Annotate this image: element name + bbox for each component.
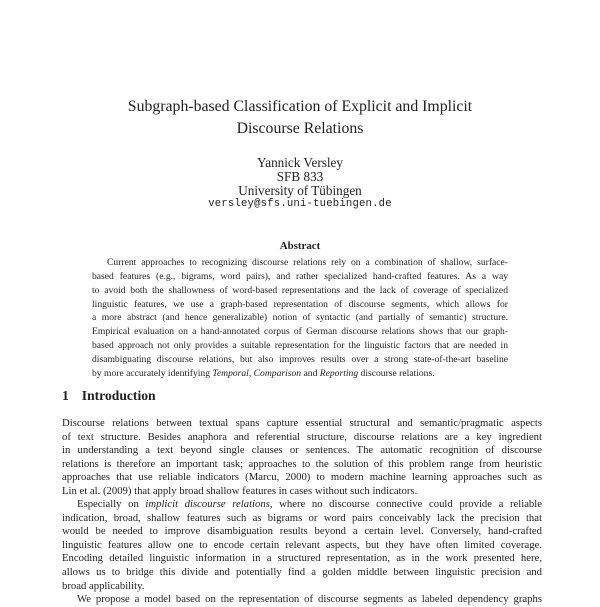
text-line <box>92 311 508 325</box>
text-run: Empirical evaluation on a hand-annotated corpus of German discourse relations shows that our graph- <box>92 326 508 338</box>
text-run: linguistic features allow one to encode certain relevant aspects, but they have often limited coverage. <box>62 538 542 551</box>
abstract-heading: Abstract <box>279 240 321 252</box>
text-run: based approach not only provides a suitable representation for the linguistic factors that are needed in <box>92 340 508 352</box>
italic-text-run: Comparison <box>253 367 302 379</box>
text-run: Current approaches to recognizing discourse relations rely on a combination of shallow, surface- <box>107 257 508 268</box>
text-line <box>92 367 508 381</box>
text-line <box>92 284 508 298</box>
text-line <box>62 566 542 580</box>
paper-title <box>0 96 600 140</box>
text-line <box>62 498 542 512</box>
title-line-2: Discourse Relations <box>236 119 364 137</box>
author-affiliation: University of Tübingen <box>238 182 362 198</box>
text-line <box>62 512 542 526</box>
italic-text-run: Reporting <box>319 367 359 379</box>
text-run: relations is therefore an important task; approaches to the solution of this problem range from heuristic <box>62 457 542 470</box>
text-line <box>92 325 508 339</box>
text-line <box>62 552 542 566</box>
text-run: based features (e.g., bigrams, word pairs), and rather specialized hand-crafted features. As a way <box>92 270 508 282</box>
italic-text-run: Temporal <box>212 367 249 379</box>
author-name: Yannick Versley <box>257 155 343 170</box>
section-number: 1 <box>62 388 69 403</box>
text-run: indication, broad, shallow features such as bigrams or word pairs conceivably lack the precision that <box>62 511 542 524</box>
text-run: by more accurately identifying <box>92 367 213 379</box>
text-run: Encoding detailed linguistic information in a structured representation, as in the work presented here, <box>62 552 542 565</box>
text-run: Discourse relations between textual spans capture essential structural and semantic/pragmatic aspects <box>62 417 542 429</box>
text-run: and <box>301 367 320 379</box>
italic-text-run: implicit discourse relations <box>145 498 270 511</box>
text-line <box>62 580 542 594</box>
text-line <box>92 353 508 367</box>
text-line <box>62 417 542 431</box>
section-title: Introduction <box>81 388 156 403</box>
text-run: Especially on <box>77 498 146 511</box>
text-line <box>62 539 542 553</box>
text-line <box>92 339 508 353</box>
abstract-text <box>92 256 508 381</box>
text-run: a more abstract (and hence generalizable) notion of syntactic (and partially of semantic) structure. <box>92 312 508 324</box>
section-heading <box>62 388 156 404</box>
text-run: Lin et al. (2009) that apply broad shallow features in cases without such indicators. <box>62 484 418 497</box>
introduction-text <box>62 417 542 607</box>
text-run: disambiguating discourse relations, but also improves results over a strong state-of-the-art baseline <box>92 354 508 366</box>
text-run: linguistic features, we use a graph-based representation of discourse segments, which allows for <box>92 298 508 310</box>
paragraph <box>62 417 542 498</box>
author-group: SFB 833 <box>276 168 324 184</box>
text-run: broad applicability. <box>62 579 145 592</box>
text-run: to avoid both the shallowness of word-based representations and the lack of coverage of specialized <box>92 284 508 296</box>
author-email: versley@sfs.uni-tuebingen.de <box>208 197 392 210</box>
text-line <box>62 485 542 499</box>
author-block <box>0 156 600 212</box>
text-run: would be needed to improve disambiguation results beyond a certain level. Conversely, hand-crafted <box>62 525 542 538</box>
text-run: approaches that use reliable indicators (Marcu, 2000) to modern machine learning approaches such as <box>62 471 542 484</box>
text-run: allows us to bridge this divide and potentially find a golden middle between linguistic precision and <box>62 566 542 579</box>
text-line <box>62 471 542 485</box>
text-run: We propose a model based on the representation of discourse segments as labeled dependency graphs <box>77 593 542 606</box>
text-run: in understanding a text beyond single clauses or sentences. The automatic recognition of discourse <box>62 444 542 457</box>
text-line <box>62 444 542 458</box>
text-line <box>62 525 542 539</box>
text-line <box>92 256 508 270</box>
text-line <box>92 270 508 284</box>
title-line-1: Subgraph-based Classification of Explicit and Implicit <box>127 98 473 115</box>
text-run: , <box>248 367 254 379</box>
paragraph <box>62 498 542 593</box>
text-run: , where no discourse connective could provide a reliable <box>269 498 542 511</box>
text-line <box>92 298 508 312</box>
text-run: of text structure. Besides anaphora and referential structure, discourse relations are a key ingredient <box>62 430 542 443</box>
text-run: discourse relations. <box>358 367 435 379</box>
text-line <box>62 431 542 445</box>
text-line <box>62 458 542 472</box>
